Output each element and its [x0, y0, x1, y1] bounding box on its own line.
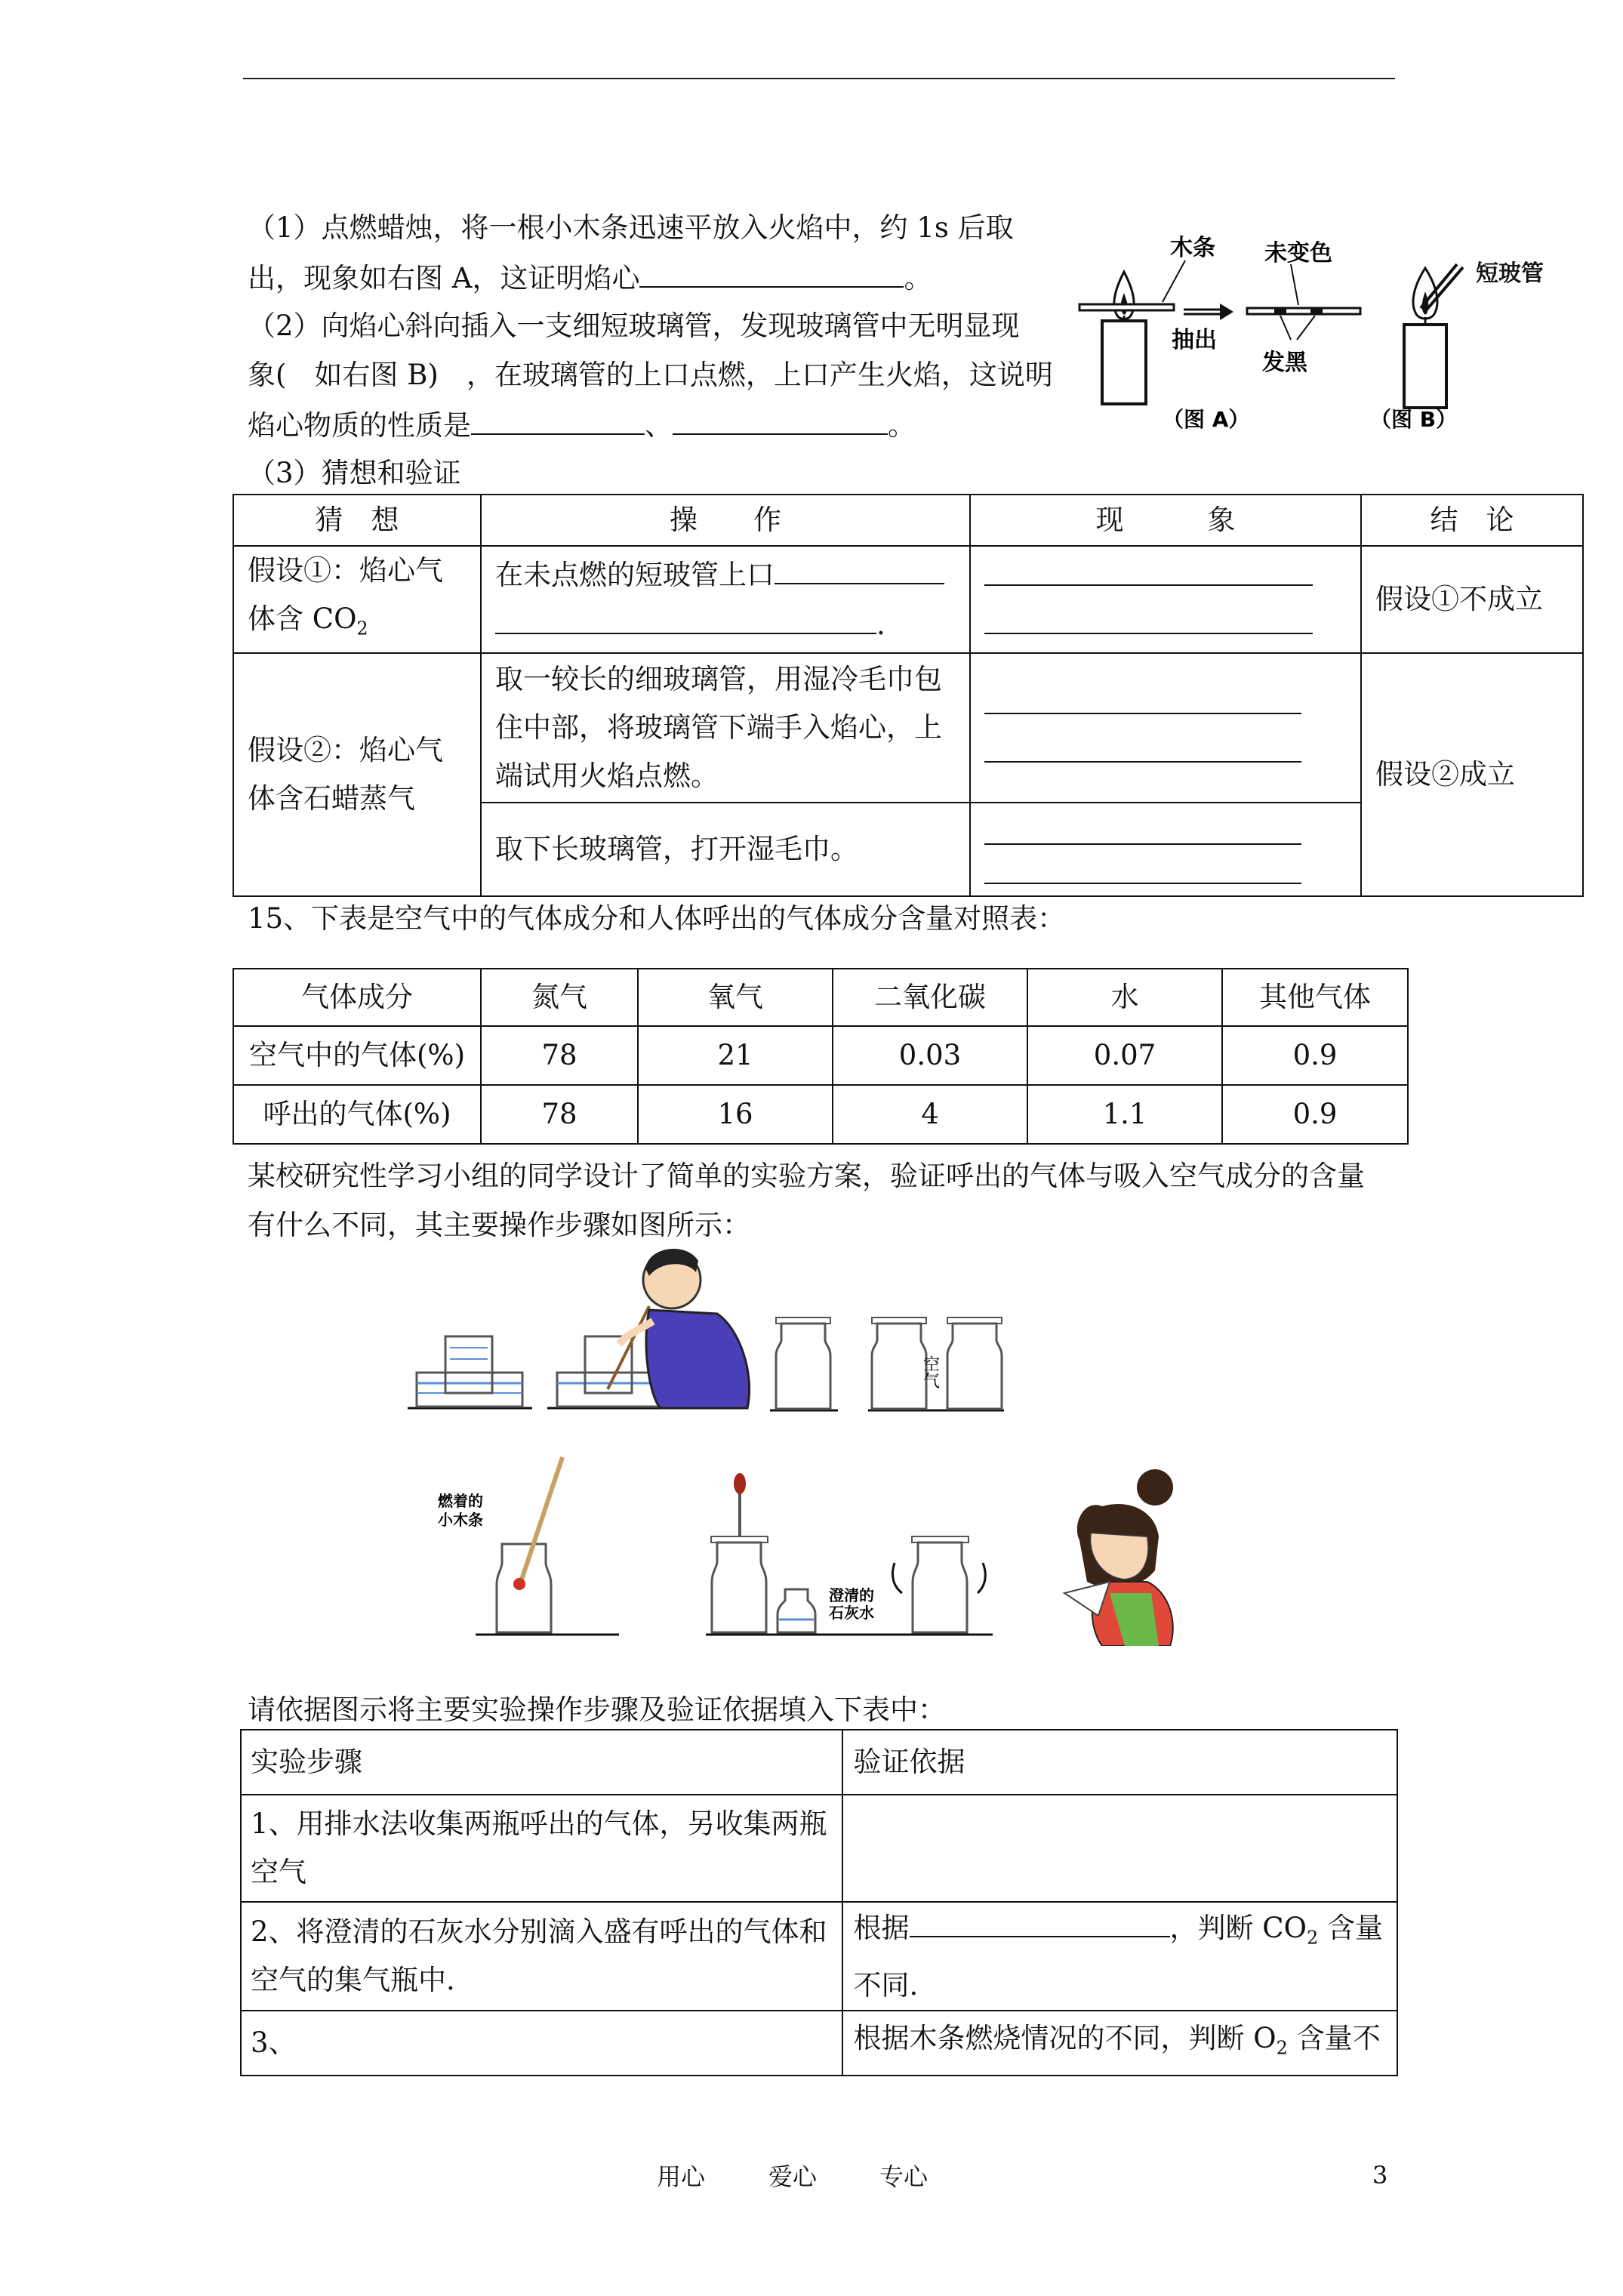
t2-r0-c0: 空气中的气体(%): [233, 1026, 481, 1085]
candle-body-a: [1102, 321, 1146, 404]
t2-r0-c2: 21: [638, 1026, 833, 1085]
q14-p1-line2: [248, 253, 932, 303]
footer-item-3: 专心: [879, 2162, 929, 2191]
q14-p2-text: 焰心物质的性质是: [248, 409, 471, 442]
breathing-person-icon: [547, 1249, 750, 1408]
row1-op-text: 在未点燃的短玻管上口: [495, 559, 775, 592]
q14-p1-line1: （1）点燃蜡烛，将一根小木条迅速平放入火焰中，约 1s 后取: [248, 211, 1014, 244]
caption-fig-a: （图 A）: [1163, 407, 1250, 432]
t3-row3-basis: [842, 2011, 1397, 2076]
t2-r0-c4: 0.07: [1027, 1026, 1222, 1085]
t3-row2-step: [241, 1902, 842, 2011]
t2-h5: 其他气体: [1222, 969, 1408, 1026]
answer-blank[interactable]: [984, 551, 1313, 586]
steps-table: [240, 1729, 1398, 2076]
answer-blank[interactable]: [775, 550, 944, 584]
burning-stick-jar-icon: [437, 1457, 619, 1635]
answer-blank[interactable]: [984, 680, 1301, 714]
t2-r0-c5: 0.9: [1222, 1026, 1408, 1085]
label-chouchu: 抽出: [1172, 327, 1217, 353]
row1-operation: [481, 546, 970, 653]
candle-figure: [1072, 227, 1464, 445]
t3-header-steps: 实验步骤: [241, 1730, 842, 1795]
answer-blank[interactable]: [984, 599, 1313, 634]
t2-r1-c1: 78: [481, 1085, 638, 1144]
t3-row1-line1: 1、用排水法收集两瓶呼出的气体，另收集两瓶: [251, 1808, 827, 1840]
row2-guess-line2: 体含石蜡蒸气: [248, 782, 415, 815]
row1-op-line1: [495, 550, 956, 599]
arrow-right-icon: [1220, 304, 1233, 320]
header-phenomenon: 现 象: [970, 495, 1361, 546]
answer-blank[interactable]: [910, 1903, 1170, 1937]
row2-guess: [233, 653, 481, 896]
row1-guess-sub: 2: [356, 618, 368, 639]
answer-blank[interactable]: [673, 400, 888, 435]
row1-guess: [233, 546, 481, 653]
wood-stick-icon: [1079, 304, 1174, 310]
answer-blank[interactable]: [471, 400, 645, 435]
q15-para-line2: 有什么不同，其主要操作步骤如图所示：: [248, 1209, 750, 1241]
label-stick-line2: 小木条: [438, 1511, 483, 1529]
row2-phenomenon2: [970, 803, 1361, 896]
wood-stick-extracted-icon: [1247, 308, 1360, 314]
label-mutiao: 木条: [1170, 235, 1215, 261]
row2-conclusion: 假设②成立: [1361, 653, 1583, 896]
q14-p1-text: 出，现象如右图 A，这证明焰心: [248, 262, 640, 294]
figure-b: [1370, 264, 1463, 432]
t3-header-basis: 验证依据: [842, 1730, 1397, 1795]
answer-blank[interactable]: [984, 728, 1301, 763]
label-lime-line1: 澄清的: [829, 1586, 874, 1604]
t3-row2-basis-line2: 不同.: [853, 1969, 919, 2002]
row2-op1-line2: 住中部，将玻璃管下端手入焰心，上: [495, 711, 942, 744]
hypothesis-table: [233, 494, 1584, 897]
girl-smelling-icon: [1064, 1469, 1173, 1646]
candle-body-b: [1404, 325, 1446, 408]
row2-operation1: [481, 653, 970, 803]
t3-row2-basis-sub: 2: [1306, 1927, 1319, 1949]
limewater-jars-icon: [706, 1473, 993, 1635]
footer-item-1: 用心: [657, 2162, 706, 2191]
row2-op1-line3: 端试用火焰点燃。: [495, 760, 719, 793]
t3-row2-basis-mid: ，判断 CO: [1169, 1912, 1307, 1944]
q14-p3: （3）猜想和验证: [248, 457, 461, 489]
row1-op-line2: [495, 599, 956, 649]
caption-fig-b: （图 B）: [1370, 407, 1458, 432]
row1-phenomenon: [970, 546, 1361, 653]
label-short-tube: 短玻管: [1476, 260, 1544, 287]
t3-row1-step: [241, 1795, 842, 1902]
experiment-illustration: [400, 1238, 1230, 1646]
q14-p2-line2: 象( 如右图 B) ，在玻璃管的上口点燃，上口产生火焰，这说明: [248, 359, 1053, 391]
air-jars-icon: [868, 1318, 1004, 1410]
q14-p2-line3: [248, 400, 916, 450]
t2-r1-c3: 4: [833, 1085, 1027, 1144]
t3-row2-line1: 2、将澄清的石灰水分别滴入盛有呼出的气体和: [251, 1915, 827, 1949]
page-number: 3: [1372, 2161, 1388, 2190]
row1-guess-line2: [248, 595, 467, 652]
gas-jar-icon: [770, 1318, 838, 1410]
q15-intro: 15、下表是空气中的气体成分和人体呼出的气体成分含量对照表：: [248, 902, 1066, 935]
row1-op-end: .: [876, 609, 885, 642]
row1-conclusion: 假设①不成立: [1361, 546, 1583, 653]
header-conclusion: 结 论: [1361, 495, 1583, 546]
t2-r1-c2: 16: [638, 1085, 833, 1144]
t2-r0-c3: 0.03: [833, 1026, 1027, 1085]
row2-op1-line1: 取一较长的细玻璃管，用湿冷毛巾包: [495, 663, 942, 696]
row2-phenomenon1: [970, 653, 1361, 803]
row1-guess-line1: 假设①：焰心气: [248, 554, 443, 587]
row2-operation2: 取下长玻璃管，打开湿毛巾。: [481, 803, 970, 896]
t2-r1-c0: 呼出的气体(%): [233, 1085, 481, 1144]
q14-p2-end: 。: [888, 409, 916, 442]
header-operation: 操 作: [481, 495, 970, 546]
t3-row2-line2: 空气的集气瓶中.: [251, 1964, 455, 1997]
q14-p1-end: 。: [904, 262, 932, 294]
label-air: 空气: [920, 1355, 940, 1388]
t3-row1-line2: 空气: [251, 1856, 306, 1888]
answer-blank[interactable]: [495, 599, 876, 634]
q14-p2-line1: （2）向焰心斜向插入一支细短玻璃管，发现玻璃管中无明显现: [248, 310, 1020, 342]
q15-para-line1: 某校研究性学习小组的同学设计了简单的实验方案，验证呼出的气体与吸入空气成分的含量: [248, 1160, 1365, 1192]
t3-row3-basis-sub: 2: [1276, 2037, 1288, 2059]
t2-r0-c1: 78: [481, 1026, 638, 1085]
t2-h2: 氧气: [638, 969, 833, 1026]
t2-h0: 气体成分: [233, 969, 481, 1026]
label-fahei: 发黑: [1262, 350, 1307, 376]
t3-row2-basis: [842, 1902, 1397, 2011]
t3-row3-step[interactable]: 3、: [241, 2011, 842, 2076]
t3-row1-basis[interactable]: [842, 1795, 1397, 1902]
t3-row3-basis-end: 含量不: [1287, 2022, 1381, 2055]
answer-blank[interactable]: [639, 253, 904, 288]
t3-row2-basis-pre: 根据: [853, 1912, 910, 1944]
t2-h3: 二氧化碳: [833, 969, 1027, 1026]
t2-h4: 水: [1027, 969, 1222, 1026]
header-guess: 猜 想: [233, 495, 481, 546]
q14-p2-sep: 、: [645, 409, 673, 442]
figure-a: [1079, 235, 1360, 432]
answer-blank[interactable]: [984, 849, 1301, 884]
t2-r1-c4: 1.1: [1027, 1085, 1222, 1144]
footer-item-2: 爱心: [768, 2162, 818, 2191]
label-lime-line2: 石灰水: [829, 1604, 874, 1622]
row2-guess-line1: 假设②：焰心气: [248, 734, 443, 767]
label-weibianse: 未变色: [1264, 240, 1332, 267]
gas-composition-table: [233, 968, 1409, 1145]
water-trough-icon: [408, 1336, 532, 1408]
q15-instruction: 请依据图示将主要实验操作步骤及验证依据填入下表中：: [248, 1693, 946, 1726]
answer-blank[interactable]: [984, 810, 1301, 845]
label-stick-line1: 燃着的: [438, 1492, 483, 1510]
header-rule: [243, 78, 1395, 79]
t3-row2-basis-end: 含量: [1318, 1912, 1383, 1944]
t2-h1: 氮气: [481, 969, 638, 1026]
row1-guess-text: 体含 CO: [248, 603, 357, 635]
t3-row3-basis-pre: 根据木条燃烧情况的不同，判断 O: [853, 2022, 1277, 2055]
t2-r1-c5: 0.9: [1222, 1085, 1408, 1144]
t3-row2-basis-line1: [854, 1903, 1383, 1962]
